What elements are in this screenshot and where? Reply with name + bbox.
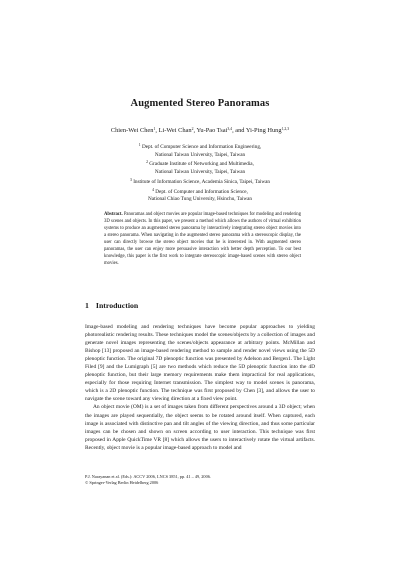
- affiliation-line: [0, 177, 400, 187]
- affiliation-mark: 1: [138, 143, 141, 147]
- abstract: [104, 212, 301, 268]
- author-separator: ,: [155, 127, 159, 135]
- affiliation-mark: 2: [146, 160, 148, 165]
- affiliation-line: National Taiwan University, Taipei, Taiwan: [154, 151, 246, 158]
- publication-footnote: [85, 474, 211, 486]
- author-name: Yu-Pao Tsai: [196, 127, 228, 135]
- affiliation-mark: 4: [152, 187, 154, 192]
- affiliation-text: Institute of Information Science, Academia Sinica, Taipei, Taiwan: [133, 178, 270, 185]
- author-separator: ,: [193, 127, 197, 135]
- citation-line: P.J. Narayanan et al. (Eds.): ACCV 2006, LNCS 3851, pp. 41 – 49, 2006.: [85, 474, 211, 479]
- affiliation-line: National Chiao Tung University, Hsinchu, Taiwan: [148, 196, 252, 203]
- affiliation-text: Dept. of Computer and Information Science,: [155, 188, 248, 195]
- author-separator: , and: [232, 127, 246, 135]
- affiliation-mark: 3: [130, 177, 132, 182]
- section-number: 1: [85, 301, 89, 310]
- paper-title: Augmented Stereo Panoramas: [130, 98, 270, 109]
- affiliation-text: Dept. of Computer Science and Information Engineering,: [141, 144, 262, 151]
- abstract-label: Abstract.: [104, 212, 123, 217]
- affiliation-line: [0, 159, 400, 169]
- author-affil-mark: 3,4: [227, 127, 233, 131]
- body-paragraph: An object movie (OM) is a set of images taken from different perspectives around a 3D object; when the images are played sequentially, the object seems to be rotated around itself. When captured, each image is associated with distinctive pan and tilt angles of the viewing direction, and thus some particular images can be chosen and shown on screen according to user interaction. This technique was first proposed in Apple QuickTime VR [8] which allows the users to interactively rotate the virtual artifacts. Recently, object movie is a popular image-based approach to model and: [85, 404, 315, 451]
- affiliation-line: National Taiwan University, Taipei, Taiwan: [154, 169, 246, 176]
- affiliation-line: [0, 187, 400, 197]
- author-list: [0, 127, 400, 134]
- author-name: Yi-Ping Hung: [245, 127, 282, 135]
- author-affil-mark: 1,2,3: [281, 127, 290, 131]
- body-paragraph: Image-based modeling and rendering techniques have become popular approaches to yielding photorealistic rendering results. These techniques model the scenes/objects by a collection of images and generate novel images representing the scenes/objects appearance at arbitrary points. McMillan and Bishop [13] proposed an image-based rendering method to sample and render novel views using the 5D plenoptic function. The original 7D plenoptic function was presented by Adelson and Bergen1. The Light Filed [9] and the Lumigraph [5] are two methods which reduce the 5D plenoptic function into the 4D plenoptic function, but their large memory requirements make them impractical for real applications, especially for those requiring Internet transmission. The simplest way to model scenes is panorama, which is a 2D plenoptic function. The technique was first proposed by Chen [3], and allows the user to navigate the scene toward any viewing direction at a fixed view point.: [85, 324, 315, 403]
- section-heading: [85, 301, 138, 310]
- copyright-line: © Springer-Verlag Berlin Heidelberg 2006: [85, 480, 159, 486]
- author-name: Li-Wei Chan: [158, 127, 192, 135]
- author-affil-mark: 1: [153, 127, 156, 131]
- author-affil-mark: 2: [191, 127, 194, 131]
- section-title: Introduction: [95, 301, 139, 310]
- affiliation-list: [0, 142, 400, 204]
- author-name: Chien-Wei Chen: [110, 127, 154, 135]
- abstract-text: Panoramas and object movies are popular image-based techniques for modeling and rendering 3D scenes and objects. In this paper, we present a method which allows the authors of virtual exhibition systems to produce an augmented stereo panorama by interactively integrating stereo object movies into a stereo panorama. When navigating in the augmented stereo panorama with a stereoscopic display, the user can directly browse the stereo object movies that he is interested in. With augmented stereo panoramas, the user can enjoy more persuasive interaction with better depth perception. To our best knowledge, this paper is the first work to integrate stereoscopic image-based scenes with stereo object movies.: [104, 212, 301, 266]
- affiliation-line: [0, 142, 400, 152]
- body-text: [85, 323, 315, 452]
- affiliation-text: Graduate Institute of Networking and Multimedia,: [149, 161, 254, 168]
